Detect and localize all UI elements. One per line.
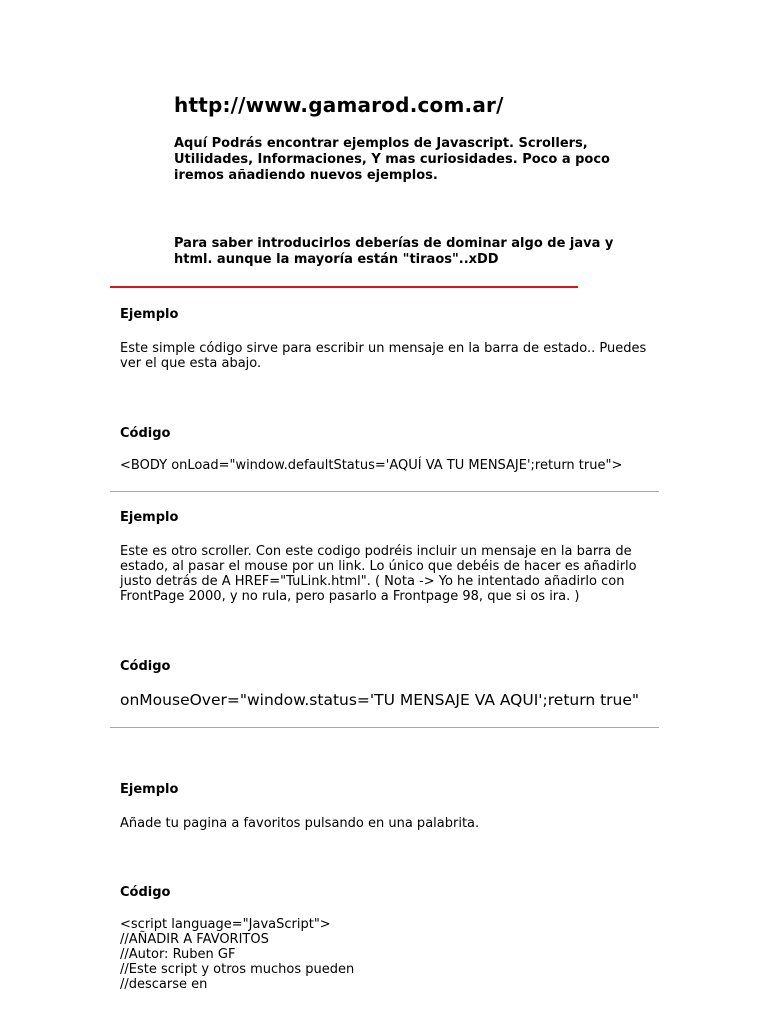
code-block-3 <box>120 917 354 992</box>
code-label-1: Código <box>120 426 171 441</box>
code-snippet-2: onMouseOver="window.status='TU MENSAJE VA AQUI';return true" <box>120 691 640 709</box>
code-label-3: Código <box>120 885 171 900</box>
intro-paragraph: Aquí Podrás encontrar ejemplos de Javascript. Scrollers, Utilidades, Informaciones, Y mas curiosidades. Poco a poco iremos añadiendo nuevos ejemplos. <box>174 136 610 183</box>
example-description-1: Este simple código sirve para escribir un mensaje en la barra de estado.. Puedes ver el que esta abajo. <box>120 341 647 371</box>
code-line: //AÑADIR A FAVORITOS <box>120 932 269 947</box>
example-description-2: Este es otro scroller. Con este codigo podréis incluir un mensaje en la barra de estado, al pasar el mouse por un link. Lo único que debéis de hacer es añadirlo justo detrás de A HREF="TuLink.html". ( Nota -> Yo he intentado añadirlo con FrontPage 2000, y no rula, pero pasarlo a Frontpage 98, que si os ira. ) <box>120 544 637 604</box>
code-line: //Autor: Ruben GF <box>120 947 236 962</box>
section-divider-2 <box>110 727 659 728</box>
code-line: //descarse en <box>120 977 208 992</box>
main-divider <box>110 286 578 288</box>
example-description-3: Añade tu pagina a favoritos pulsando en una palabrita. <box>120 816 480 831</box>
requirement-paragraph: Para saber introducirlos deberías de dominar algo de java y html. aunque la mayoría están "tiraos"..xDD <box>174 236 614 267</box>
site-url-heading: http://www.gamarod.com.ar/ <box>174 93 504 117</box>
code-line: //Este script y otros muchos pueden <box>120 962 355 977</box>
example-label-2: Ejemplo <box>120 510 179 525</box>
example-label-3: Ejemplo <box>120 782 179 797</box>
code-line: <script language="JavaScript"> <box>120 917 331 932</box>
code-label-2: Código <box>120 659 171 674</box>
site-header <box>174 92 614 118</box>
example-label-1: Ejemplo <box>120 307 179 322</box>
code-snippet-1: <BODY onLoad="window.defaultStatus='AQUÍ VA TU MENSAJE';return true"> <box>120 458 623 473</box>
section-divider-1 <box>110 491 659 492</box>
